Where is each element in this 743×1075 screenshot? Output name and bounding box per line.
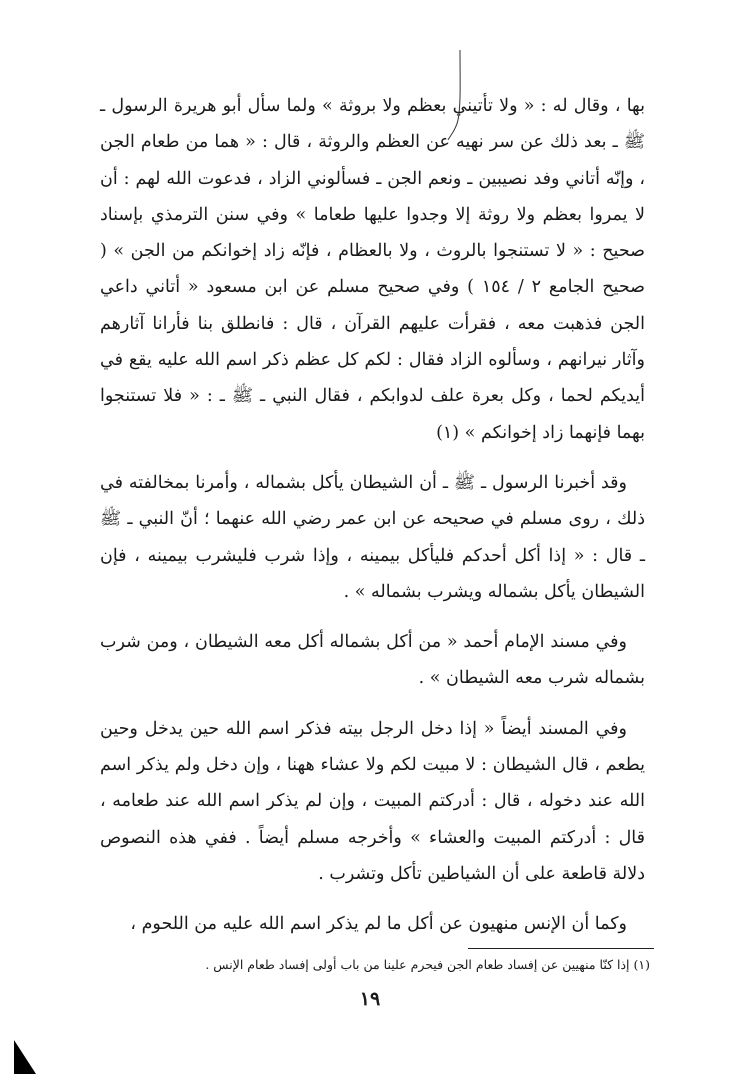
page-number: ١٩ (359, 988, 381, 1010)
footnote: (١) إذا كنّا منهيين عن إفساد طعام الجن فيحرم علينا من باب أولى إفساد طعام الإنس . (205, 957, 650, 972)
corner-triangle-mark (14, 1040, 36, 1074)
paragraph-2: وقد أخبرنا الرسول ـ ﷺ ـ أن الشيطان يأكل بشماله ، وأمرنا بمخالفته في ذلك ، روى مسلم في صحيحه عن ابن عمر رضي الله عنهما ؛ أنّ النبي ـ ﷺ ـ قال : « إذا أكل أحدكم فليأكل بيمينه ، وإذا شرب فليشرب بيمينه ، فإن الشيطان يأكل بشماله ويشرب بشماله » . (100, 472, 645, 602)
footnote-divider (468, 948, 654, 949)
main-text (100, 88, 645, 957)
paragraph-5: وكما أن الإنس منهيون عن أكل ما لم يذكر اسم الله عليه من اللحوم ، (130, 914, 627, 935)
paragraph-4: وفي المسند أيضاً « إذا دخل الرجل بيته فذكر اسم الله حين يدخل وحين يطعم ، قال الشيطان : لا مبيت لكم ولا عشاء ههنا ، وإن دخل ولم يذكر اسم الله عند دخوله ، قال : أدركتم المبيت ، وإن لم يذكر اسم الله عند طعامه ، قال : أدركتم المبيت والعشاء » وأخرجه مسلم أيضاً . ففي هذه النصوص دلالة قاطعة على أن الشياطين تأكل وتشرب . (100, 718, 645, 884)
paragraph-3: وفي مسند الإمام أحمد « من أكل بشماله أكل معه الشيطان ، ومن شرب بشماله شرب معه الشيطان » . (100, 632, 645, 689)
paragraph-1: بها ، وقال له : « ولا تأتيني بعظم ولا بروثة » ولما سأل أبو هريرة الرسول ـ ﷺ ـ بعد ذلك عن سر نهيه عن العظم والروثة ، قال : « هما من طعام الجن ، وإنّه أتاني وفد نصيبين ـ ونعم الجن ـ فسألوني الزاد ، فدعوت الله لهم : أن لا يمروا بعظم ولا روثة إلا وجدوا عليها طعاما » وفي سنن الترمذي بإسناد صحيح : « لا تستنجوا بالروث ، ولا بالعظام ، فإنّه زاد إخوانكم من الجن » ( صحيح الجامع ٢ / ١٥٤ ) وفي صحيح مسلم عن ابن مسعود « أتاني داعي الجن فذهبت معه ، فقرأت عليهم القرآن ، قال : فانطلق بنا فأرانا آثارهم وآثار نيرانهم ، وسألوه الزاد فقال : لكم كل عظم ذكر اسم الله عليه يقع في أيديكم لحما ، وكل بعرة علف لدوابكم ، فقال النبي ـ ﷺ ـ : « فلا تستنجوا بهما فإنهما زاد إخوانكم » (١) (100, 96, 645, 443)
